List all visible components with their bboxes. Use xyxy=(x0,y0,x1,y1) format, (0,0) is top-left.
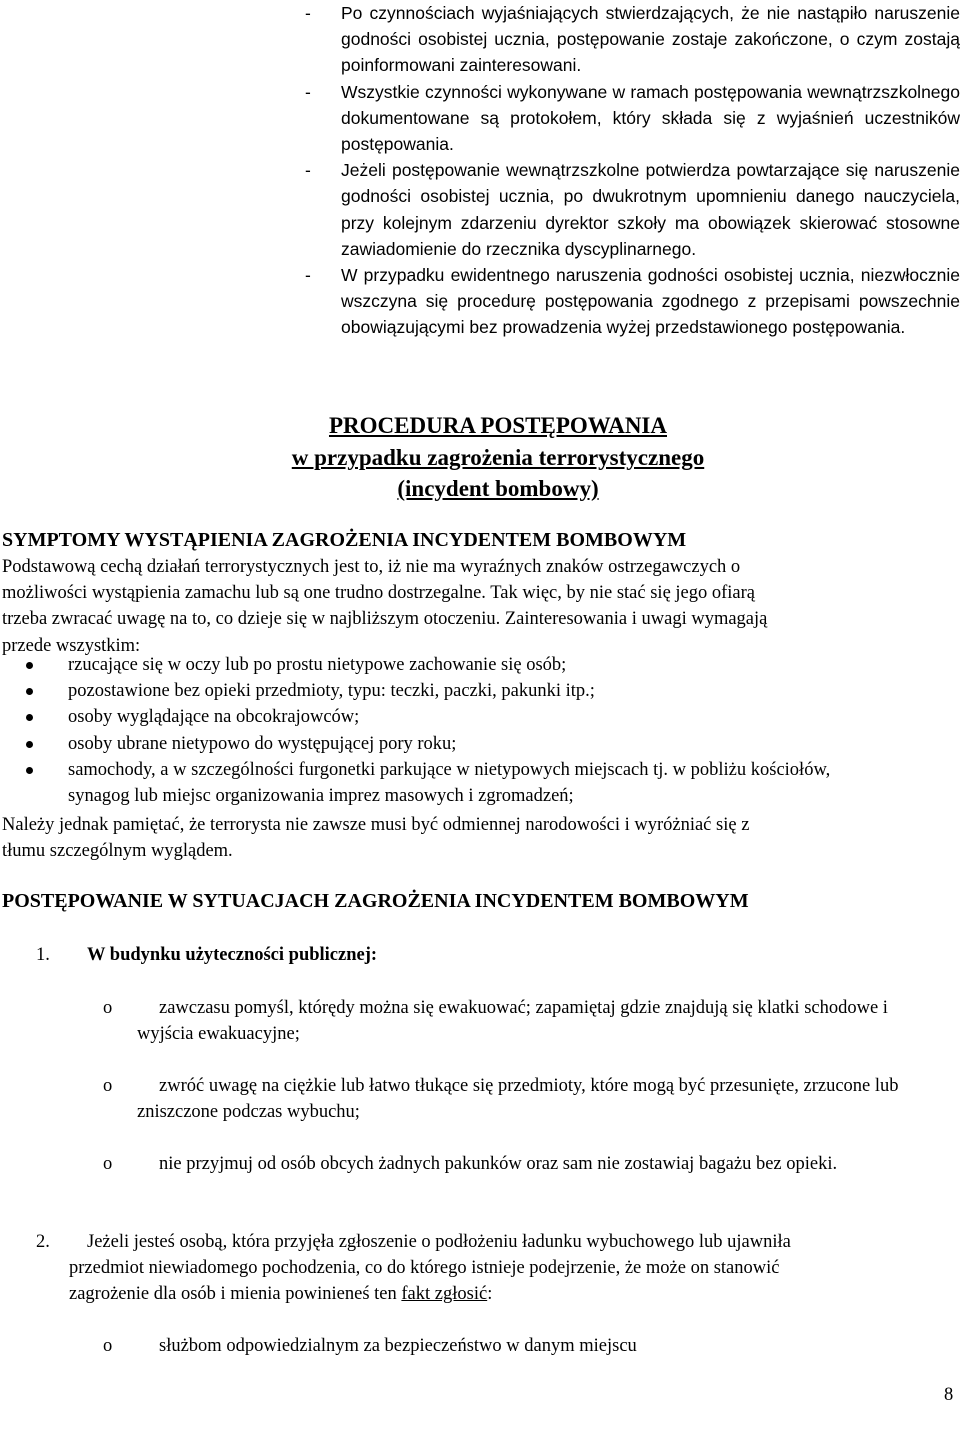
bullet-text: samochody, a w szczególności furgonetki parkujące w nietypowych miejscach tj. w pobliżu kościołów, synagog lub miejsc organizowania imprez masowych i zgromadzeń; xyxy=(68,759,831,807)
bullet-dot-icon xyxy=(26,662,33,669)
bullet-text: rzucające się w oczy lub po prostu nietypowe zachowanie się osób; xyxy=(68,655,567,675)
symptoms-closing xyxy=(2,812,942,864)
dash-item-text: W przypadku ewidentnego naruszenia godności osobistej ucznia, niezwłocznie wszczyna się procedurę postępowania zgodnego z przepisami powszechnie obowiązującymi bez prowadzenia wyżej przedstawionego postępowania. xyxy=(341,265,960,338)
bullet-dot-icon xyxy=(26,741,33,748)
sub-item-marker: o xyxy=(103,1336,113,1356)
bullet-item xyxy=(0,678,940,704)
dash-item-text: Jeżeli postępowanie wewnątrzszkolne potwierdza powtarzające się naruszenie godności osobistej ucznia, po dwukrotnym upomnieniu danego nauczyciela, przy kolejnym zdarzeniu dyrektor szkoły ma obowiązek skierować stosowne zawiadomienie do rzecznika dyscyplinarnego. xyxy=(341,160,960,259)
sub-item-marker: o xyxy=(103,1076,113,1096)
bullet-text: osoby ubrane nietypowo do występującej pory roku; xyxy=(68,733,457,754)
dash-item-text: Po czynnościach wyjaśniających stwierdzających, że nie nastąpiło naruszenie godności osobistej ucznia, postępowanie zostaje zakończone, o czym zostają poinformowani zainteresowani. xyxy=(341,3,960,76)
procedure-section-title: POSTĘPOWANIE W SYTUACJACH ZAGROŻENIA INCYDENTEM BOMBOWYM xyxy=(2,890,749,912)
sub-item-marker: o xyxy=(103,1154,113,1174)
bullet-item xyxy=(0,757,888,809)
symptoms-title: SYMPTOMY WYSTĄPIENIA ZAGROŻENIA INCYDENTEM BOMBOWYM xyxy=(2,529,687,551)
dash-list-item xyxy=(305,157,960,262)
dash-list-item xyxy=(305,79,960,158)
dash-marker: - xyxy=(305,81,311,102)
dash-marker: - xyxy=(305,3,311,23)
underlined-phrase: fakt zgłosić xyxy=(401,1284,488,1305)
sub-item-text: nie przyjmuj od osób obcych żadnych pakunków oraz sam nie zostawiaj bagażu bez opieki. xyxy=(159,1154,838,1174)
symptoms-intro-line: Podstawową cechą działań terrorystycznych jest to, iż nie ma wyraźnych znaków ostrzegawczych o xyxy=(2,557,741,577)
symptoms-bullet-list xyxy=(0,652,940,809)
symptoms-closing-line: Należy jednak pamiętać, że terrorysta nie zawsze musi być odmiennej narodowości i wyróżniać się z xyxy=(2,815,750,835)
procedure-subheading-note: (incydent bombowy) xyxy=(397,476,599,501)
symptoms-intro-line: możliwości wystąpienia zamachu lub są one trudno dostrzegalne. Tak więc, by nie stać się jego ofiarą xyxy=(2,583,756,604)
dash-marker: - xyxy=(305,265,311,286)
dash-list xyxy=(305,0,960,341)
item-2-text: Jeżeli jesteś osobą, która przyjęła zgłoszenie o podłożeniu ładunku wybuchowego lub ujawniła przedmiot niewiadomego pochodzenia, co do którego istnieje podejrzenie, że może on stanowić zagrożenie dla osób i mienia powinieneś ten fakt zgłosić: xyxy=(69,1232,791,1305)
item-number: 1. xyxy=(36,945,50,965)
dash-list-item xyxy=(305,262,960,341)
dash-item-text: Wszystkie czynności wykonywane w ramach postępowania wewnątrzszkolnego dokumentowane są protokołem, który składa się z wyjaśnień uczestników postępowania. xyxy=(341,81,960,155)
sub-item-text: zwróć uwagę na ciężkie lub łatwo tłukące się przedmioty, które mogą być przesunięte, zrzucone lub zniszczone podczas wybuchu; xyxy=(137,1076,899,1123)
bullet-text: osoby wyglądające na obcokrajowców; xyxy=(68,707,360,728)
bullet-dot-icon xyxy=(26,714,33,721)
procedure-subheading: w przypadku zagrożenia terrorystycznego xyxy=(291,445,705,470)
item-1-heading: W budynku użyteczności publicznej: xyxy=(87,945,378,965)
item-number: 2. xyxy=(36,1232,50,1252)
symptoms-intro xyxy=(2,554,942,659)
bullet-dot-icon xyxy=(26,688,33,695)
sub-item-text: zawczasu pomyśl, którędy można się ewakuować; zapamiętaj gdzie znajdują się klatki schodowe i wyjścia ewakuacyjne; xyxy=(137,998,888,1045)
dash-marker: - xyxy=(305,160,311,181)
dash-list-item xyxy=(305,0,960,79)
bullet-item xyxy=(0,652,940,678)
procedure-heading: PROCEDURA POSTĘPOWANIA xyxy=(328,413,667,438)
symptoms-intro-line: przede wszystkim: xyxy=(2,635,141,656)
bullet-text: pozostawione bez opieki przedmioty, typu: teczki, paczki, pakunki itp.; xyxy=(68,681,595,702)
bullet-item xyxy=(0,704,940,730)
symptoms-closing-line: tłumu szczególnym wyglądem. xyxy=(2,841,233,862)
sub-item-text: służbom odpowiedzialnym za bezpieczeństwo w danym miejscu xyxy=(159,1336,637,1356)
symptoms-intro-line: trzeba zwracać uwagę na to, co dzieje się w najbliższym otoczeniu. Zainteresowania i uwagi wymagają xyxy=(2,609,768,630)
sub-item-marker: o xyxy=(103,998,113,1018)
bullet-item xyxy=(0,731,940,757)
page-number: 8 xyxy=(944,1385,954,1405)
bullet-dot-icon xyxy=(26,767,33,774)
